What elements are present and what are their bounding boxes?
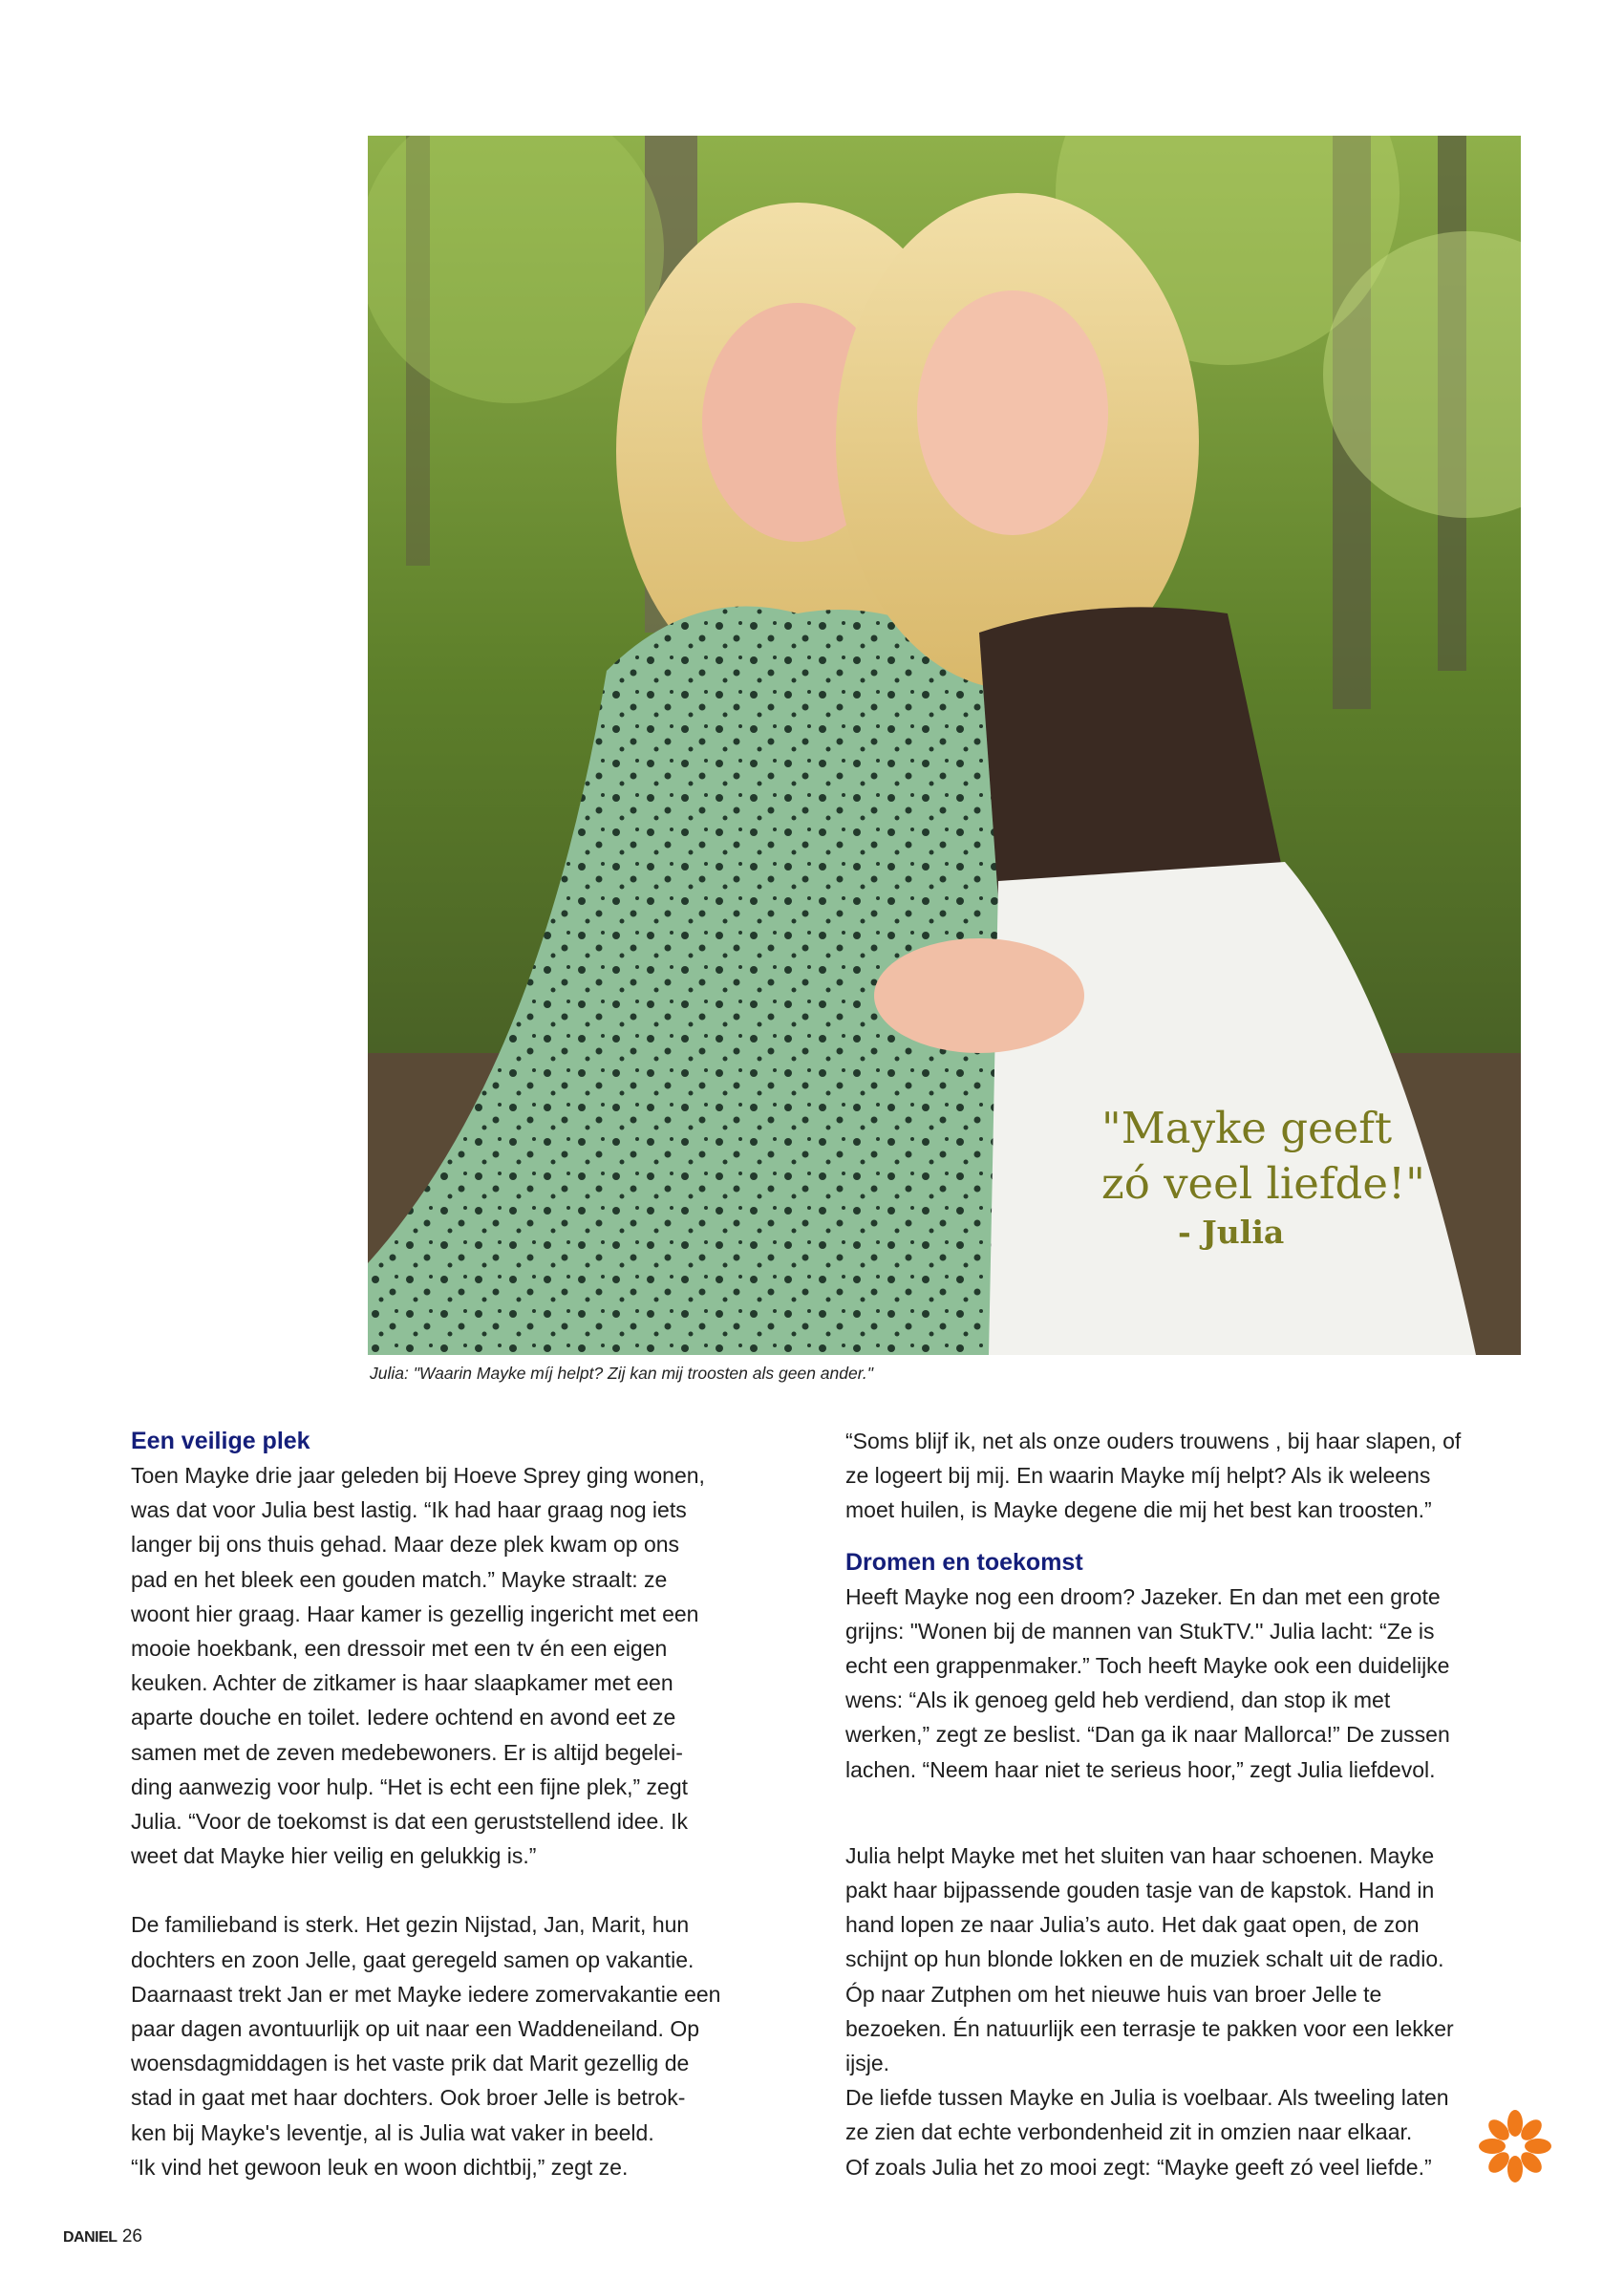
article-column-right — [845, 1424, 1514, 2184]
section-heading-dreams: Dromen en toekomst — [845, 1548, 1083, 1576]
paragraph-closing: Julia helpt Mayke met het sluiten van haar schoenen. Mayke pakt haar bijpassende gouden tasje van de kapstok. Hand in hand lopen ze naar Julia’s auto. Het dak gaat open, de zon schijnt op hun blonde lokken en de muziek schalt uit de radio. Óp naar Zutphen om het nieuwe huis van broer Jelle te bezoeken. Én natuurlijk een terrasje te pakken voor een lekker ijsje. De liefde tussen Mayke en Julia is voelbaar. Als tweeling laten ze zien dat echte verbondenheid zit in omzien naar elkaar. Of zoals Julia het zo mooi zegt: “Mayke geeft zó veel liefde.” — [845, 1842, 1454, 2180]
feature-photo — [368, 136, 1521, 1355]
section-heading-safe-place: Een veilige plek — [131, 1428, 310, 1454]
page-number: 26 — [121, 2226, 142, 2247]
pull-quote-line-2: zó veel liefde!" — [1101, 1158, 1425, 1209]
pull-quote — [1101, 1101, 1512, 1254]
pull-quote-author: - Julia — [1178, 1214, 1285, 1251]
pull-quote-line-1: "Mayke geeft — [1101, 1103, 1393, 1153]
page-footer — [63, 2226, 142, 2247]
paragraph-safe-place: Toen Mayke drie jaar geleden bij Hoeve Sprey ging wonen, was dat voor Julia best lastig. “Ik had haar graag nog iets langer bij ons thuis gehad. Maar deze plek kwam op ons pad en het bleek een gouden match.” Mayke straalt: ze woont hier graag. Haar kamer is gezellig ingericht met een mooie hoekbank, een dressoir met een tv én een eigen keuken. Achter de zitkamer is haar slaapkamer met een aparte douche en toilet. Iedere ochtend en avond eet ze samen met de zeven medebewoners. Er is altijd begelei- ding aanwezig voor hulp. “Het is echt een fijne plek,” zegt Julia. “Voor de toekomst is dat een geruststellend idee. Ik weet dat Mayke hier veilig en gelukkig is.” — [131, 1463, 705, 1869]
magazine-brand: DANIEL — [63, 2229, 118, 2246]
paragraph-family-bond: De familieband is sterk. Het gezin Nijstad, Jan, Marit, hun dochters en zoon Jelle, gaat geregeld samen op vakantie. Daarnaast trekt Jan er met Mayke iedere zomervakantie een paar dagen avontuurlijk op uit naar een Waddeneiland. Op woensdagmiddagen is het vaste prik dat Marit gezellig de stad in gaat met haar dochters. Ook broer Jelle is betrok- ken bij Mayke's leventje, al is Julia wat vaker in beeld. “Ik vind het gewoon leuk en woon dichtbij,” zegt ze. — [131, 1912, 721, 2180]
article-column-left — [131, 1424, 780, 2184]
flower-icon — [1479, 2110, 1551, 2182]
paragraph-dreams: Heeft Mayke nog een droom? Jazeker. En dan met een grote grijns: "Wonen bij de mannen van StukTV.'' Julia lacht: “Ze is echt een grappenmaker.” Toch heeft Mayke ook een duidelijke wens: “Als ik genoeg geld heb verdiend, dan stop ik met werken,” zegt ze beslist. “Dan ga ik naar Mallorca!” De zussen lachen. “Neem haar niet te serieus hoor,” zegt Julia liefdevol. — [845, 1583, 1450, 1782]
photo-caption: Julia: "Waarin Mayke míj helpt? Zij kan mij troosten als geen ander." — [370, 1364, 873, 1383]
paragraph-sleepover: “Soms blijf ik, net als onze ouders trouwens , bij haar slapen, of ze logeert bij mij. En waarin Mayke míj helpt? Als ik weleens moet huilen, is Mayke degene die mij het best kan troosten.” — [845, 1429, 1462, 1523]
